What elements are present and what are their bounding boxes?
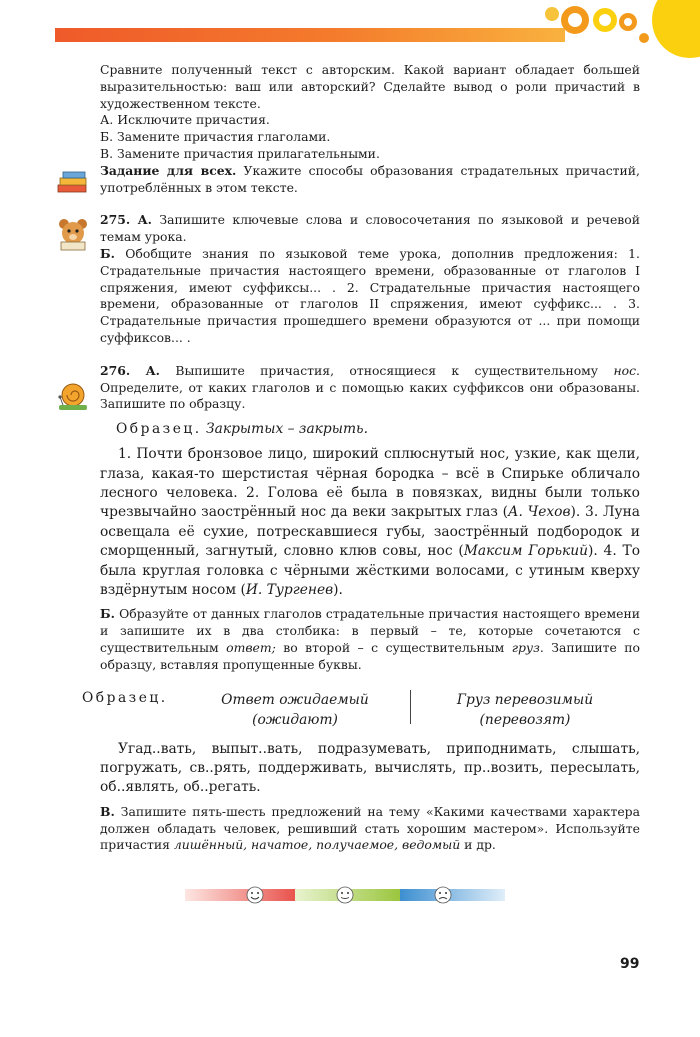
exercise-276-a [100,363,640,413]
sample-label: Образец. [116,421,202,438]
exercise-276-b-text-3: . Запишите по образцу, вставляя пропущенные буквы. [100,639,640,672]
verb-list [100,740,640,798]
exercise-276-c-words: лишённый, начатое, получаемое, ведомый [173,837,461,853]
column-1-line-1: Ответ ожидаемый [221,691,369,708]
exercise-276-b-text-1: Образуйте от данных глаголов страдательные причастия настоящего времени и запишите их в два столбика: в первый – те, которые сочетаются с существительным [100,606,640,655]
column-1-line-2: (ожидают) [252,711,338,728]
task-for-all-label: Задание для всех. [100,162,237,178]
task-for-all [100,163,640,197]
exercise-275-a-label: А. [137,212,152,228]
exercise-276-b [100,606,640,673]
snail-icon [55,377,91,413]
column-2-line-1: Груз перевозимый [456,691,594,708]
neutral-face-icon [337,887,353,903]
exercise-276-a-text-2: . Определите, от каких глаголов и с помощью каких суффиксов они образованы. Запишите по образцу. [100,362,640,412]
bear-icon [55,217,91,253]
exercise-276-a-label: А. [145,362,160,378]
column-2-line-2: (перевозят) [479,711,571,728]
sample-column-1 [210,690,380,730]
passage-author-1: А. Чехов [508,504,571,521]
passage-part-3: ). 4. То была круглая головка с чёрными жёсткими волосами, с утиным кверху вздёрнутым носом ( [100,543,641,598]
exercise-276-c [100,804,640,854]
happy-face-icon [247,887,263,903]
exercise-275-a [100,212,640,246]
exercise-276-b-noun-1: ответ; [226,639,276,655]
passage-part-1: 1. Почти бронзовое лицо, широкий сплюснутый нос, узкие, как щели, глаза, какая-то шерстистая чёрная бородка – всё в Спирьке обличало лесного человека. 2. Голова её была в повязках, видны были только чрезвычайно заострённый нос да веки закрытых глаз ( [100,446,640,521]
exercise-276-c-label: В. [100,803,115,819]
page-content [82,62,641,854]
exercise-275-a-text: Запишите ключевые слова и словосочетания по языковой и речевой темам урока. [100,212,640,245]
exercise-275-number: 275. [100,212,131,228]
passage-part-4: ). [333,581,343,598]
passage-author-3: И. Тургенев [245,581,334,598]
sample-276-a [100,419,640,439]
intro-item-a: А. Исключите причастия. [100,112,270,128]
exercise-276-b-label: Б. [100,606,115,622]
intro-text: Сравните полученный текст с авторским. Какой вариант обладает большей выразительностью: ваш или авторский? Сделайте вывод о роли причастий в художественном тексте. [100,62,640,111]
emotion-faces-bar [185,886,505,904]
intro-block [100,62,640,196]
verb-list-text: Угад..вать, выпыт..вать, подразумевать, приподнимать, слышать, погружать, св..рять, поддерживать, вычислять, пр..возить, пересылать, об..являть, об..регать. [100,740,640,796]
intro-item-c: В. Замените причастия прилагательными. [100,145,380,161]
exercise-275-b [100,246,640,347]
books-icon [55,170,91,194]
passage-author-2: Максим Горький [463,543,588,560]
sample-text: Закрытых – закрыть. [206,421,368,438]
exercise-276-number: 276. [100,362,131,378]
literary-passage [100,445,640,600]
column-divider [410,690,411,724]
decorative-circles [520,0,700,70]
page-number: 99 [620,956,640,972]
sample2-label: Образец. [82,689,168,706]
intro-item-b: Б. Замените причастия глаголами. [100,129,331,145]
exercise-275-b-label: Б. [100,245,115,261]
sample-column-2 [425,690,625,730]
exercise-276-b-noun-2: груз [511,639,540,655]
header-color-bar [55,28,565,42]
passage-part-2: ). 3. Луна освещала её сухие, потрескавшиеся губы, заострённый подбородок и сморщенный, загнутый, словно клюв совы, нос ( [100,504,640,560]
sample-columns [82,689,640,734]
exercise-276-c-text-1: Запишите пять-шесть предложений на тему «Какими качествами характера должен обладать человек, решивший стать хорошим мастером». Используйте причастия [100,803,640,853]
exercise-275 [100,212,640,346]
task-for-all-text: Укажите способы образования страдательных причастий, употреблённых в этом тексте. [100,162,640,195]
exercise-276-c-text-2: и др. [460,837,496,853]
exercise-276-b-text-2: во второй – с существительным [275,639,512,655]
sad-face-icon [435,887,451,903]
exercise-275-b-text: Обобщите знания по языковой теме урока, дополнив предложения: 1. Страдательные причастия настоящего времени, образованные от глаголов I спряжения, имеют суффиксы... . 2. Страдательные причастия настоящего времени, образованные от глаголов II спряжения, имеют суффикс... . 3. Страдательные причастия прошедшего времени образуются от ... при помощи суффиксов... . [100,245,640,345]
exercise-276-a-noun: нос [613,362,637,378]
exercise-276-a-text-1: Выпишите причастия, относящиеся к существительному [159,362,614,378]
